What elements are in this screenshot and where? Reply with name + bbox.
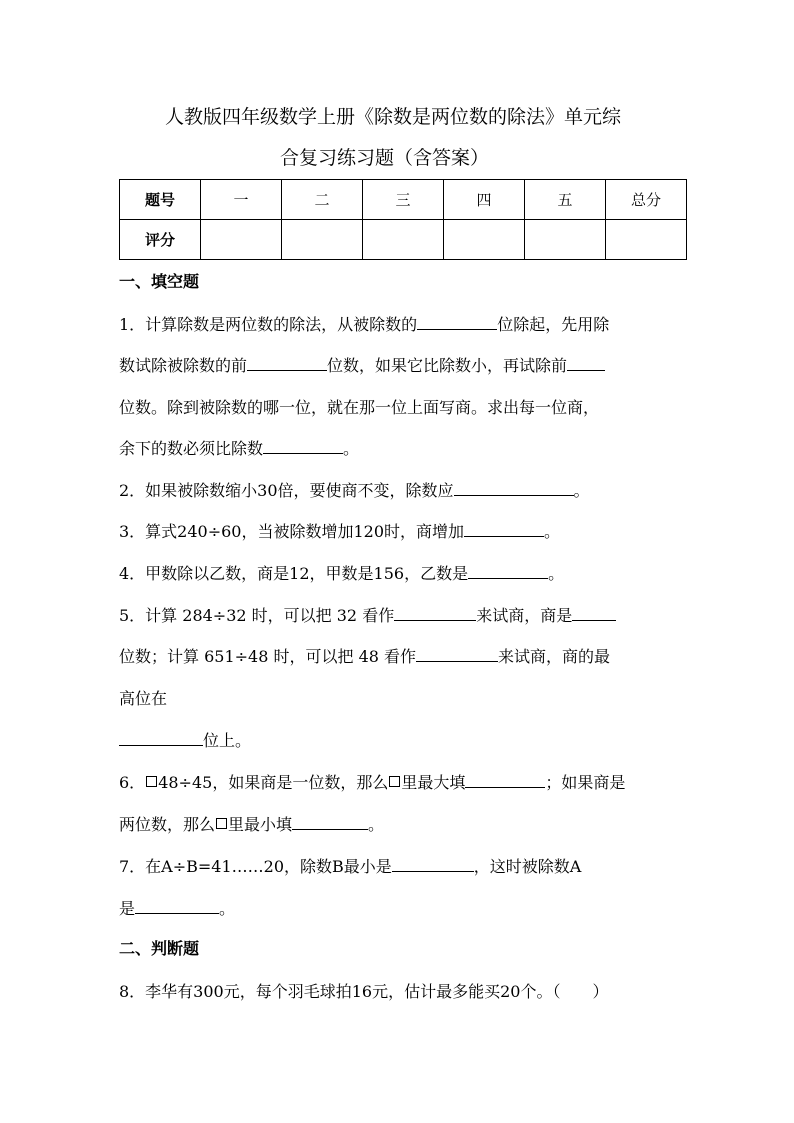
question-text: 是 [119, 899, 136, 918]
answer-blank[interactable] [292, 814, 368, 830]
score-cell-total[interactable] [606, 220, 687, 260]
question-text: 位数；计算 651÷48 时，可以把 48 看作 [119, 647, 417, 666]
question-text: 1．计算除数是两位数的除法，从被除数的 [119, 315, 418, 334]
answer-blank[interactable] [464, 521, 544, 537]
score-cell-4[interactable] [444, 220, 525, 260]
section-heading-fill-in: 一、填空题 [119, 272, 200, 291]
question-text: 5．计算 284÷32 时，可以把 32 看作 [119, 606, 395, 625]
question-text: 。 [219, 899, 236, 918]
answer-blank[interactable] [247, 355, 327, 371]
question-text: 来试商，商是 [476, 606, 573, 625]
question-6-line-2 [119, 814, 384, 836]
question-text: 余下的数必须比除数 [119, 439, 264, 458]
question-1-line-2 [119, 355, 605, 377]
question-text: 7．在A÷B=41……20，除数B最小是 [119, 857, 392, 876]
question-text: ；如果商是 [545, 773, 626, 792]
question-5-line-4 [119, 730, 251, 752]
empty-square-icon [216, 818, 227, 829]
question-text: 位除起，先用除 [497, 315, 610, 334]
question-text: 48÷45，如果商是一位数，那么 [158, 773, 389, 792]
cell-section-2: 二 [282, 180, 363, 220]
question-text: 位上。 [203, 731, 252, 750]
cell-section-3: 三 [363, 180, 444, 220]
answer-blank[interactable] [454, 480, 574, 496]
question-text: 里最小填 [228, 815, 293, 834]
question-7-line-1 [119, 856, 581, 878]
question-1-line-3 [119, 397, 599, 419]
question-text: 位数，如果它比除数小，再试除前 [327, 356, 568, 375]
question-text: 。 [544, 522, 561, 541]
answer-blank[interactable] [567, 355, 605, 371]
answer-blank[interactable] [263, 438, 343, 454]
question-2 [119, 480, 590, 502]
document-title-line-2: 合复习练习题（含答案） [280, 147, 490, 169]
score-table [119, 179, 687, 260]
question-text: 2．如果被除数缩小30倍，要使商不变，除数应 [119, 481, 454, 500]
question-3 [119, 521, 560, 543]
question-4 [119, 563, 564, 585]
question-text: 来试商，商的最 [498, 647, 611, 666]
cell-score-label: 评分 [120, 220, 201, 260]
section-heading-true-false: 二、判断题 [119, 939, 200, 958]
empty-square-icon [146, 776, 157, 787]
empty-square-icon [389, 776, 400, 787]
question-text: 数试除被除数的前 [119, 356, 248, 375]
answer-blank[interactable] [468, 563, 548, 579]
score-table-score-row [120, 220, 687, 260]
question-text: 高位在 [119, 689, 168, 708]
cell-section-1: 一 [201, 180, 282, 220]
question-7-line-2 [119, 898, 235, 920]
question-text: 3．算式240÷60，当被除数增加120时，商增加 [119, 522, 465, 541]
question-5-line-1 [119, 605, 616, 627]
question-text: 。 [368, 815, 385, 834]
answer-blank[interactable] [572, 605, 616, 621]
score-cell-2[interactable] [282, 220, 363, 260]
answer-blank[interactable] [416, 646, 498, 662]
question-text: 。 [343, 439, 360, 458]
document-title-line-1: 人教版四年级数学上册《除数是两位数的除法》单元综 [165, 106, 622, 128]
cell-question-number-label: 题号 [120, 180, 201, 220]
question-5-line-3 [119, 688, 167, 710]
answer-blank[interactable] [119, 730, 203, 746]
question-text: ，这时被除数A [473, 857, 582, 876]
score-cell-1[interactable] [201, 220, 282, 260]
question-8 [119, 981, 608, 1003]
question-text: 位数。除到被除数的哪一位，就在那一位上面写商。求出每一位商， [119, 398, 600, 417]
answer-blank[interactable] [465, 772, 545, 788]
question-text: 8．李华有300元，每个羽毛球拍16元，估计最多能买20个。（ ） [119, 982, 609, 1001]
cell-total: 总分 [606, 180, 687, 220]
question-text: 。 [548, 564, 565, 583]
answer-blank[interactable] [135, 898, 219, 914]
score-cell-3[interactable] [363, 220, 444, 260]
question-5-line-2 [119, 646, 610, 668]
question-1-line-4 [119, 438, 359, 460]
cell-section-4: 四 [444, 180, 525, 220]
answer-blank[interactable] [394, 605, 476, 621]
question-text: 4．甲数除以乙数，商是12，甲数是156，乙数是 [119, 564, 469, 583]
question-1-line-1 [119, 314, 609, 336]
score-table-header-row [120, 180, 687, 220]
question-text: 两位数，那么 [119, 815, 216, 834]
question-text: 6． [119, 773, 146, 792]
question-6-line-1 [119, 772, 625, 794]
cell-section-5: 五 [525, 180, 606, 220]
question-text: 。 [573, 481, 590, 500]
score-cell-5[interactable] [525, 220, 606, 260]
answer-blank[interactable] [392, 856, 474, 872]
question-text: 里最大填 [401, 773, 466, 792]
answer-blank[interactable] [417, 314, 497, 330]
